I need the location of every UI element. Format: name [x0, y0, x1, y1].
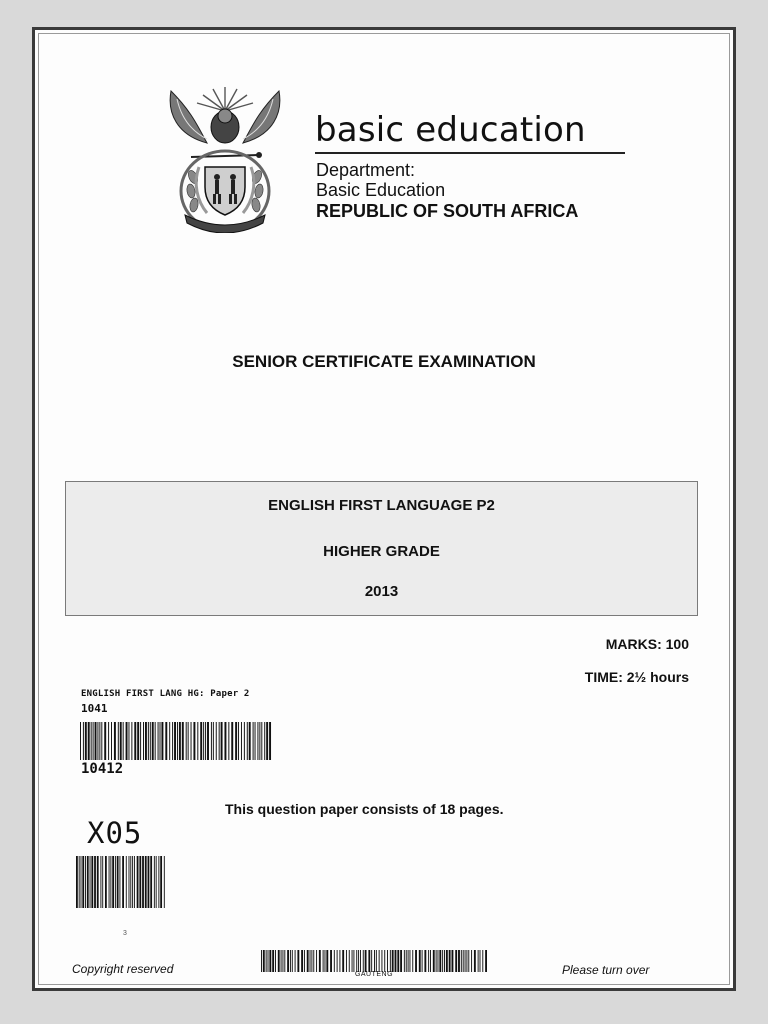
barcode-bar — [339, 950, 340, 972]
barcode-bar — [474, 950, 476, 972]
barcode-bar — [154, 856, 155, 908]
barcode-bar — [137, 856, 139, 908]
barcode-bar — [284, 950, 285, 972]
barcode-bar — [134, 722, 136, 760]
barcode-bar — [397, 950, 399, 972]
barcode-bar — [191, 722, 192, 760]
barcode-bar — [422, 950, 423, 972]
barcode-bar — [111, 722, 112, 760]
barcode-bar — [203, 722, 204, 760]
barcode-bar — [132, 856, 133, 908]
barcode-bar — [91, 722, 92, 760]
barcode-bar — [478, 950, 479, 972]
barcode-bar — [152, 722, 154, 760]
barcode-bar — [269, 722, 271, 760]
country-name: REPUBLIC OF SOUTH AFRICA — [316, 201, 579, 221]
barcode-bar — [424, 950, 426, 972]
barcode-bar — [104, 722, 106, 760]
barcode-bar — [197, 722, 198, 760]
barcode-bar — [384, 950, 385, 972]
barcode-bar — [193, 722, 195, 760]
barcode-bar — [188, 722, 189, 760]
barcode-bar — [466, 950, 467, 972]
barcode-bar — [139, 856, 141, 908]
barcode-bar — [295, 950, 296, 972]
barcode-bar — [352, 950, 353, 972]
barcode-bar — [186, 722, 187, 760]
barcode-bar — [465, 950, 466, 972]
barcode-bar — [99, 722, 100, 760]
barcode-bar — [310, 950, 311, 972]
barcode-bar — [458, 950, 460, 972]
barcode-bar — [371, 950, 372, 972]
barcode-bar — [158, 856, 159, 908]
barcode-bar — [292, 950, 293, 972]
barcode-bar — [363, 950, 364, 972]
province-label: GAUTENG — [354, 971, 394, 978]
barcode-bar — [485, 950, 487, 972]
barcode-bar — [105, 856, 107, 908]
barcode-bar — [438, 950, 439, 972]
barcode-bar — [82, 856, 84, 908]
barcode-bar — [430, 950, 431, 972]
barcode-bar — [169, 722, 170, 760]
barcode-bar — [79, 856, 80, 908]
paper-barcode — [80, 722, 272, 760]
barcode-bar — [390, 950, 391, 972]
barcode-bar — [126, 856, 127, 908]
barcode-bar — [156, 856, 157, 908]
barcode-bar — [205, 722, 206, 760]
barcode-bar — [319, 950, 321, 972]
barcode-bar — [101, 722, 102, 760]
barcode-bar — [471, 950, 472, 972]
barcode-bar — [130, 856, 131, 908]
barcode-bar — [238, 722, 239, 760]
barcode-bar — [261, 722, 262, 760]
barcode-bar — [269, 950, 271, 972]
barcode-bar — [87, 856, 89, 908]
barcode-bar — [412, 950, 413, 972]
barcode-bar — [480, 950, 481, 972]
barcode-bar — [415, 950, 417, 972]
barcode-bar — [179, 722, 181, 760]
barcode-bar — [81, 856, 82, 908]
time-info: TIME: 2½ hours — [584, 669, 689, 685]
barcode-bar — [122, 856, 124, 908]
barcode-bar — [148, 856, 150, 908]
department-name: Basic Education — [316, 180, 446, 200]
subject-grade: HIGHER GRADE — [323, 543, 440, 560]
barcode-bar — [442, 950, 443, 972]
barcode-bar — [142, 856, 144, 908]
exam-cover-page — [32, 27, 736, 991]
barcode-bar — [376, 950, 377, 972]
barcode-bar — [379, 950, 380, 972]
barcode-bar — [249, 722, 251, 760]
barcode-bar — [93, 722, 94, 760]
barcode-bar — [174, 722, 176, 760]
barcode-number: 10412 — [81, 761, 124, 777]
barcode-bar — [433, 950, 435, 972]
barcode-bar — [311, 950, 312, 972]
subject-name: ENGLISH FIRST LANGUAGE P2 — [268, 497, 495, 514]
barcode-bar — [247, 722, 248, 760]
barcode-bar — [455, 950, 457, 972]
exam-title: SENIOR CERTIFICATE EXAMINATION — [232, 352, 536, 371]
barcode-bar — [278, 950, 280, 972]
paper-label: ENGLISH FIRST LANG HG: Paper 2 — [81, 689, 250, 699]
barcode-bar — [110, 856, 111, 908]
barcode-bar — [313, 950, 314, 972]
barcode-bar — [253, 722, 254, 760]
barcode-bar — [290, 950, 291, 972]
barcode-bar — [356, 950, 357, 972]
coat-of-arms-icon — [163, 83, 287, 233]
barcode-bar — [117, 856, 119, 908]
barcode-bar — [172, 722, 173, 760]
barcode-bar — [337, 950, 338, 972]
copyright-notice: Copyright reserved — [72, 962, 174, 976]
tiny-mark: 3 — [123, 930, 127, 937]
barcode-bar — [263, 950, 265, 972]
footer-barcode — [261, 950, 487, 972]
barcode-bar — [177, 722, 178, 760]
barcode-bar — [211, 722, 212, 760]
barcode-bar — [213, 722, 214, 760]
barcode-bar — [281, 950, 282, 972]
barcode-bar — [387, 950, 388, 972]
barcode-bar — [88, 722, 90, 760]
barcode-bar — [365, 950, 367, 972]
barcode-bar — [287, 950, 289, 972]
barcode-bar — [164, 856, 165, 908]
barcode-bar — [326, 950, 328, 972]
barcode-bar — [446, 950, 448, 972]
barcode-bar — [342, 950, 344, 972]
barcode-bar — [219, 722, 220, 760]
barcode-bar — [323, 950, 324, 972]
barcode-bar — [272, 950, 274, 972]
barcode-bar — [160, 722, 161, 760]
barcode-bar — [368, 950, 370, 972]
barcode-bar — [114, 722, 116, 760]
barcode-bar — [143, 722, 144, 760]
barcode-bar — [244, 722, 245, 760]
barcode-bar — [259, 722, 260, 760]
barcode-bar — [307, 950, 309, 972]
barcode-bar — [409, 950, 410, 972]
barcode-bar — [100, 856, 101, 908]
barcode-bar — [90, 856, 91, 908]
barcode-bar — [83, 722, 84, 760]
barcode-bar — [120, 722, 122, 760]
barcode-bar — [200, 722, 202, 760]
barcode-bar — [216, 722, 217, 760]
barcode-bar — [406, 950, 407, 972]
page-count-note: This question paper consists of 18 pages. — [225, 801, 504, 817]
barcode-bar — [436, 950, 437, 972]
barcode-bar — [241, 722, 242, 760]
barcode-bar — [282, 950, 283, 972]
barcode-bar — [235, 722, 237, 760]
barcode-bar — [95, 722, 97, 760]
barcode-bar — [334, 950, 335, 972]
barcode-bar — [275, 950, 276, 972]
barcode-bar — [161, 722, 163, 760]
barcode-bar — [145, 856, 147, 908]
barcode-bar — [85, 722, 87, 760]
barcode-bar — [165, 722, 167, 760]
barcode-bar — [404, 950, 405, 972]
barcode-bar — [358, 950, 359, 972]
barcode-bar — [80, 722, 81, 760]
barcode-bar — [221, 722, 223, 760]
barcode-bar — [268, 950, 269, 972]
barcode-bar — [449, 950, 451, 972]
barcode-bar — [91, 856, 93, 908]
barcode-bar — [316, 950, 317, 972]
barcode-bar — [131, 722, 132, 760]
barcode-bar — [461, 950, 462, 972]
barcode-bar — [330, 950, 332, 972]
barcode-bar — [128, 722, 129, 760]
barcode-bar — [112, 856, 114, 908]
barcode-bar — [257, 722, 258, 760]
barcode-bar — [255, 722, 256, 760]
barcode-bar — [419, 950, 421, 972]
barcode-bar — [452, 950, 454, 972]
stamp-code: X05 — [87, 816, 143, 850]
barcode-bar — [109, 856, 110, 908]
barcode-bar — [400, 950, 402, 972]
turn-over-note: Please turn over — [562, 963, 650, 977]
barcode-bar — [482, 950, 483, 972]
barcode-bar — [325, 950, 326, 972]
barcode-bar — [145, 722, 147, 760]
barcode-bar — [137, 722, 139, 760]
barcode-bar — [118, 722, 119, 760]
barcode-bar — [392, 950, 394, 972]
barcode-bar — [266, 722, 268, 760]
barcode-bar — [266, 950, 267, 972]
barcode-bar — [158, 722, 159, 760]
barcode-bar — [126, 722, 128, 760]
marks-info: MARKS: 100 — [605, 636, 689, 652]
barcode-bar — [102, 856, 103, 908]
barcode-bar — [228, 722, 229, 760]
barcode-bar — [444, 950, 445, 972]
barcode-bar — [140, 722, 141, 760]
barcode-bar — [207, 722, 209, 760]
barcode-bar — [468, 950, 469, 972]
barcode-bar — [301, 950, 303, 972]
barcode-bar — [231, 722, 233, 760]
stamp-barcode — [76, 856, 172, 908]
barcode-bar — [76, 856, 78, 908]
subject-box — [65, 481, 698, 616]
barcode-bar — [150, 722, 151, 760]
department-label: Department: — [316, 160, 416, 180]
barcode-bar — [182, 722, 184, 760]
barcode-bar — [395, 950, 397, 972]
barcode-bar — [94, 856, 96, 908]
barcode-bar — [224, 722, 226, 760]
barcode-bar — [304, 950, 305, 972]
barcode-bar — [264, 722, 265, 760]
subject-year: 2013 — [364, 583, 399, 600]
barcode-bar — [381, 950, 382, 972]
barcode-bar — [148, 722, 149, 760]
barcode-bar — [108, 722, 109, 760]
barcode-bar — [353, 950, 354, 972]
barcode-bar — [155, 722, 156, 760]
barcode-bar — [150, 856, 152, 908]
barcode-bar — [374, 950, 375, 972]
barcode-bar — [439, 950, 441, 972]
barcode-bar — [97, 856, 99, 908]
barcode-bar — [463, 950, 464, 972]
barcode-bar — [85, 856, 86, 908]
barcode-bar — [129, 856, 130, 908]
barcode-bar — [408, 950, 409, 972]
barcode-bar — [97, 722, 98, 760]
paper-code: 1041 — [81, 702, 108, 715]
brand-title: basic education — [315, 110, 625, 154]
barcode-bar — [123, 722, 124, 760]
barcode-bar — [297, 950, 299, 972]
barcode-bar — [115, 856, 116, 908]
barcode-bar — [428, 950, 429, 972]
barcode-bar — [134, 856, 135, 908]
barcode-bar — [160, 856, 162, 908]
barcode-bar — [119, 856, 120, 908]
barcode-bar — [346, 950, 347, 972]
barcode-bar — [349, 950, 350, 972]
barcode-bar — [261, 950, 262, 972]
barcode-bar — [360, 950, 361, 972]
